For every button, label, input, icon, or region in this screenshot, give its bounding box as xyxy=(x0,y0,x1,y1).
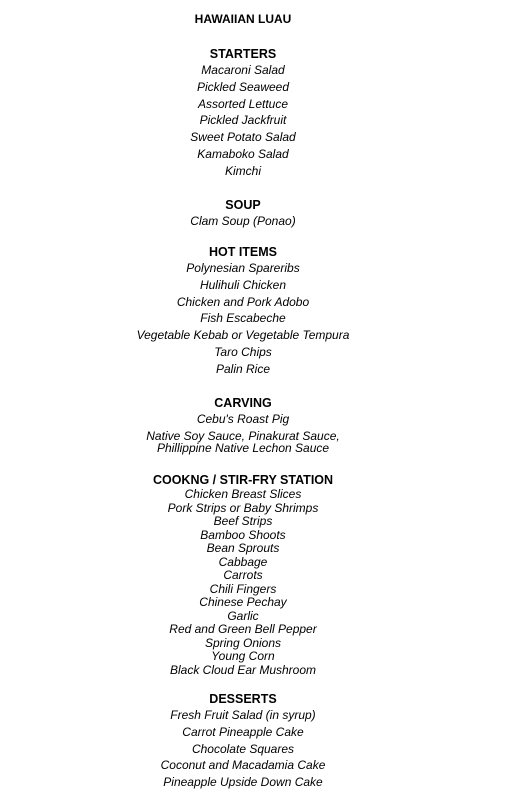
menu-item: Pickled Jackfruit xyxy=(199,113,287,128)
menu-item: Young Corn xyxy=(211,649,275,663)
section-heading-hot-items: HOT ITEMS xyxy=(208,245,278,259)
menu-item: Fish Escabeche xyxy=(200,311,286,326)
menu-item: Black Cloud Ear Mushroom xyxy=(169,662,317,677)
menu-item: Cebu's Roast Pig xyxy=(196,412,290,426)
menu-item: Vegetable Kebab or Vegetable Tempura xyxy=(136,328,350,343)
menu-item: Kamaboko Salad xyxy=(197,146,289,161)
section-carving xyxy=(0,395,486,454)
carving-sauces-line-1: Native Soy Sauce, Pinakurat Sauce, xyxy=(146,428,340,443)
menu-item: Carrots xyxy=(223,568,263,582)
menu-item: Fresh Fruit Salad (in syrup) xyxy=(170,708,316,722)
section-heading-soup: SOUP xyxy=(225,198,261,212)
menu-item: Chinese Pechay xyxy=(199,595,287,609)
menu-item: Polynesian Spareribs xyxy=(186,261,300,275)
section-heading-starters: STARTERS xyxy=(209,47,277,61)
menu-item: Sweet Potato Salad xyxy=(190,130,296,145)
menu-item: Palin Rice xyxy=(215,361,271,376)
menu-item: Clam Soup (Ponao) xyxy=(190,214,296,228)
section-soup xyxy=(0,197,486,230)
menu-item: Cabbage xyxy=(218,554,268,569)
section-hot-items xyxy=(0,244,486,378)
menu-item: Pork Strips or Baby Shrimps xyxy=(167,500,319,515)
menu-item: Bamboo Shoots xyxy=(200,527,286,542)
carving-sauces-line-2: Phillippine Native Lechon Sauce xyxy=(156,440,330,455)
menu-item: Red and Green Bell Pepper xyxy=(169,622,317,636)
menu-item: Pineapple Upside Down Cake xyxy=(163,775,323,790)
section-desserts xyxy=(0,691,486,791)
menu-item: Coconut and Macadamia Cake xyxy=(160,758,326,773)
menu-item: Assorted Lettuce xyxy=(197,96,289,111)
menu-item: Chili Fingers xyxy=(209,581,277,596)
menu-item: Chicken and Pork Adobo xyxy=(176,294,310,309)
section-heading-stir-fry: COOKNG / STIR-FRY STATION xyxy=(152,473,334,487)
section-starters xyxy=(0,46,486,180)
section-heading-carving: CARVING xyxy=(214,396,272,410)
menu-item: Beef Strips xyxy=(213,514,273,528)
menu-item: Garlic xyxy=(227,608,259,623)
menu-item: Bean Sprouts xyxy=(206,541,280,555)
menu-item: Carrot Pineapple Cake xyxy=(182,724,304,739)
section-heading-desserts: DESSERTS xyxy=(209,692,277,706)
menu-item: Hulihuli Chicken xyxy=(199,277,287,292)
menu-item: Macaroni Salad xyxy=(201,63,285,77)
menu-item: Taro Chips xyxy=(214,344,272,359)
menu-item: Pickled Seaweed xyxy=(196,79,290,94)
menu-title: HAWAIIAN LUAU xyxy=(194,12,292,26)
menu-item: Spring Onions xyxy=(204,635,282,650)
menu-item: Kimchi xyxy=(224,163,261,178)
menu-item: Chocolate Squares xyxy=(191,741,295,756)
section-stir-fry-station xyxy=(0,472,486,677)
menu-item: Chicken Breast Slices xyxy=(184,487,302,501)
